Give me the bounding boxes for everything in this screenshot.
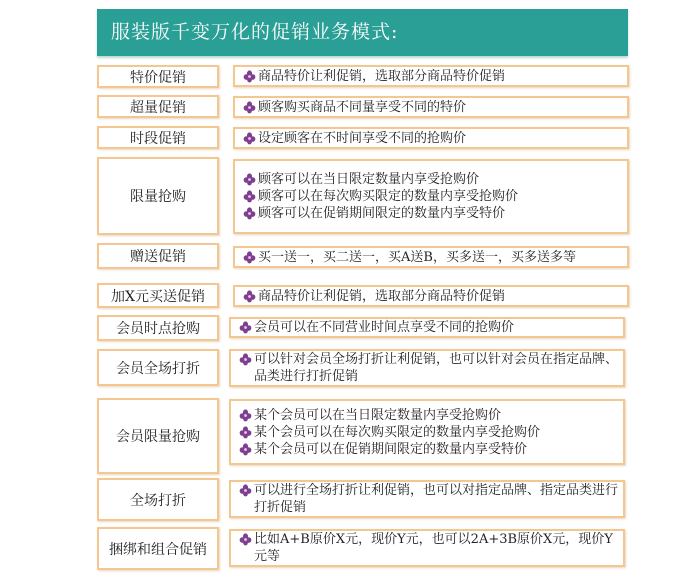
promotion-description (233, 246, 629, 268)
promotion-description (233, 65, 629, 87)
flower-bullet-icon (239, 484, 252, 497)
description-text: 商品特价让利促销，选取部分商品特价促销 (258, 288, 506, 304)
flower-bullet-icon (239, 321, 252, 334)
description-line (239, 441, 623, 458)
description-text: 会员可以在不同营业时间点享受不同的抢购价 (254, 320, 515, 335)
description-text: 某个会员可以在每次购买限定的数量内享受抢购价 (254, 424, 541, 440)
flower-bullet-icon (243, 207, 256, 220)
flower-bullet-icon (243, 70, 256, 83)
description-line (243, 130, 627, 147)
description-text: 商品特价让利促销，选取部分商品特价促销 (258, 68, 506, 84)
description-text: 顾客可以在促销期间限定的数量内享受特价 (258, 206, 506, 221)
promotion-description (233, 159, 629, 234)
description-text: 顾客可以在当日限定数量内享受抢购价 (258, 172, 480, 187)
description-text: 比如A+B原价X元，现价Y元，也可以2A+3B原价X元，现价Y元等 (254, 532, 613, 564)
description-text: 顾客购买商品不同量享受不同的特价 (258, 99, 467, 115)
promotion-description (229, 349, 625, 387)
description-line (239, 351, 623, 385)
flower-bullet-icon (239, 353, 252, 366)
flower-bullet-icon (239, 443, 252, 456)
promotion-type-label: 会员全场打折 (97, 349, 219, 386)
flower-bullet-icon (243, 101, 256, 114)
flower-bullet-icon (243, 190, 256, 203)
description-text: 设定顾客在不时间享受不同的抢购价 (258, 130, 467, 146)
promotion-description (229, 399, 625, 465)
description-text: 某个会员可以在当日限定数量内享受抢购价 (254, 407, 502, 423)
description-text: 买一送一，买二送一，买A送B，买多送一，买多送多等 (258, 249, 576, 265)
promotion-description (229, 480, 625, 518)
promotion-description (233, 285, 629, 307)
description-line (243, 171, 627, 188)
description-line (239, 407, 623, 424)
promotion-type-label: 全场打折 (97, 478, 219, 521)
flower-bullet-icon (243, 251, 256, 264)
description-line (243, 205, 627, 222)
flower-bullet-icon (239, 409, 252, 422)
description-line (243, 68, 627, 85)
flower-bullet-icon (239, 426, 252, 439)
promotion-type-label: 时段促销 (97, 126, 219, 149)
description-line (239, 319, 623, 336)
promotion-type-label: 限量抢购 (97, 157, 219, 235)
description-text: 可以进行全场打折让利促销，也可以对指定品牌、指定品类进行打折促销 (254, 483, 619, 515)
promotion-type-label: 捆绑和组合促销 (97, 527, 219, 570)
flower-bullet-icon (243, 173, 256, 186)
flower-bullet-icon (243, 132, 256, 145)
promotion-description (229, 529, 625, 567)
description-line (239, 482, 623, 516)
description-line (243, 188, 627, 205)
promotion-type-label: 会员时点抢购 (97, 315, 219, 341)
promotion-type-label: 加X元买送促销 (97, 283, 219, 308)
description-line (243, 249, 627, 266)
promotion-description (233, 127, 629, 149)
flower-bullet-icon (239, 533, 252, 546)
promotion-description (229, 317, 625, 338)
description-text: 某个会员可以在促销期间限定的数量内享受特价 (254, 441, 528, 457)
description-line (243, 288, 627, 305)
description-line (239, 424, 623, 441)
promotion-type-label: 超量促销 (97, 95, 219, 118)
promotion-type-label: 特价促销 (97, 65, 219, 88)
page-title: 服装版千变万化的促销业务模式: (97, 9, 628, 56)
description-text: 顾客可以在每次购买限定的数量内享受抢购价 (258, 189, 519, 204)
promotion-type-label: 会员限量抢购 (97, 398, 219, 474)
description-line (239, 531, 623, 565)
promotion-description (233, 96, 629, 118)
promotion-type-label: 赠送促销 (97, 243, 219, 269)
description-text: 可以针对会员全场打折让利促销，也可以针对会员在指定品牌、品类进行打折促销 (254, 352, 619, 384)
flower-bullet-icon (243, 290, 256, 303)
description-line (243, 99, 627, 116)
